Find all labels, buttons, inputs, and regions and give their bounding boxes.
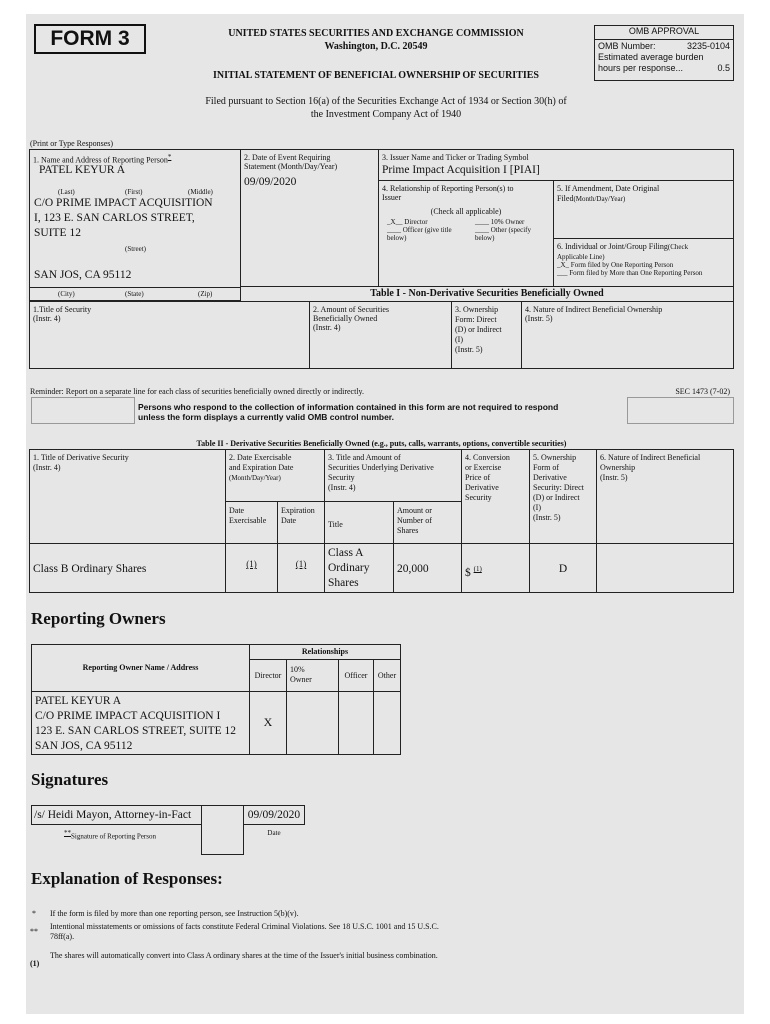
- table2-c3b-line1: Amount or: [397, 506, 432, 515]
- director-mark: X: [263, 715, 273, 729]
- table2-c3-line4: (Instr. 4): [328, 483, 356, 492]
- note2-line2: 78ff(a).: [50, 932, 75, 941]
- owners-col-director: Director: [254, 671, 282, 680]
- table2-c5-line2: Form of: [533, 463, 559, 472]
- table1-col2-line2: Beneficially Owned: [313, 314, 378, 323]
- table2-c5-line1: 5. Ownership: [533, 453, 577, 462]
- box1-label-mark: *: [167, 153, 172, 161]
- table2-c1-line1: 1. Title of Derivative Security: [33, 453, 129, 462]
- table1-col1-line1: 1.Title of Security: [33, 305, 92, 314]
- underlying-title-line2: Ordinary: [328, 562, 370, 574]
- table1-col2-line3: (Instr. 4): [313, 323, 341, 332]
- omb-number-label: OMB Number:: [598, 41, 656, 51]
- omb-burden-label: Estimated average burden: [598, 52, 704, 62]
- print-note: (Print or Type Responses): [30, 139, 114, 148]
- owner-officer-cell: [338, 691, 374, 755]
- box2-label-line1: 2. Date of Event Requiring: [244, 153, 331, 162]
- table2-c4-line4: Derivative: [465, 483, 499, 492]
- table2-c4-line1: 4. Conversion: [465, 453, 510, 462]
- ten-percent-checkbox: ____ 10% Owner: [475, 218, 525, 226]
- middle-label: (Middle): [188, 188, 213, 196]
- table2-title: Table II - Derivative Securities Beneficially Owned (e.g., puts, calls, warrants, options, convertible securities): [196, 439, 567, 448]
- box6-label: 6. Individual or Joint/Group Filing: [557, 242, 668, 251]
- box5-label2: Filed: [557, 194, 574, 203]
- city-state-zip: SAN JOS, CA 95112: [34, 269, 132, 281]
- table2-c2b-line2: Date: [281, 516, 297, 525]
- owner-address-cell: [31, 691, 250, 755]
- other-below: below): [475, 234, 495, 242]
- table2-c3b-line3: Shares: [397, 526, 419, 535]
- box5-label2-small: (Month/Day/Year): [573, 195, 626, 203]
- box3-label: 3. Issuer Name and Ticker or Trading Symbol: [382, 153, 529, 162]
- note3-mark: (1): [30, 959, 40, 968]
- address-line2: I, 123 E. SAN CARLOS STREET,: [34, 212, 195, 224]
- table2-c3a: Title: [328, 520, 343, 529]
- owners-other-header: [373, 659, 401, 692]
- signature-label-mark: **: [64, 829, 71, 837]
- other-checkbox: ____ Other (specify: [475, 226, 531, 234]
- issuer-name: Prime Impact Acquisition I [PIAI]: [382, 164, 540, 176]
- table2-c6-line2: Ownership: [600, 463, 636, 472]
- table1-col3-line2: Form: Direct: [455, 315, 497, 324]
- note2-mark: **: [30, 927, 38, 936]
- street-label: (Street): [125, 245, 146, 253]
- underlying-amount: 20,000: [397, 563, 429, 575]
- owners-ten-header: [286, 659, 339, 692]
- director-checkbox: _X__ Director: [387, 218, 428, 226]
- address-line3: SUITE 12: [34, 227, 81, 239]
- table1-col3-line4: (I): [455, 335, 463, 344]
- table2-col3a: [324, 501, 394, 544]
- agency-location: Washington, D.C. 20549: [324, 41, 428, 52]
- table2-row-price: [461, 543, 530, 593]
- table2-c5-line5: (D) or Indirect: [533, 493, 580, 502]
- table2-c5-line3: Derivative: [533, 473, 567, 482]
- box6-applicable: Applicable Line): [557, 253, 605, 261]
- owner-director-cell: [249, 691, 287, 755]
- filed-pursuant-line2: the Investment Company Act of 1940: [310, 109, 462, 120]
- table2-col3: [324, 449, 462, 502]
- table2-col2: [225, 449, 325, 502]
- owner-other-cell: [373, 691, 401, 755]
- zip-label: (Zip): [198, 290, 213, 298]
- table1-col3-line1: 3. Ownership: [455, 305, 499, 314]
- table2-c3-line1: 3. Title and Amount of: [328, 453, 401, 462]
- table2-c2-line3: (Month/Day/Year): [229, 474, 281, 482]
- officer-below: below): [387, 234, 407, 242]
- table2-c5-line6: (I): [533, 503, 541, 512]
- box2-label-line2: Statement (Month/Day/Year): [244, 162, 338, 171]
- derivative-title: Class B Ordinary Shares: [33, 563, 147, 575]
- table2-row-ownership: [529, 543, 597, 593]
- signature-label-text: Signature of Reporting Person: [71, 832, 156, 841]
- price-symbol: $: [465, 566, 471, 579]
- owners-col-ten-line2: Owner: [290, 675, 312, 684]
- form-title: INITIAL STATEMENT OF BENEFICIAL OWNERSHIP OF SECURITIES: [212, 70, 539, 81]
- box6-filing-type: [553, 238, 734, 287]
- note1-text: If the form is filed by more than one reporting person, see Instruction 5(b)(v).: [50, 909, 299, 918]
- omb-title: OMB APPROVAL: [595, 26, 733, 40]
- table2-c6-line3: (Instr. 5): [600, 473, 628, 482]
- table1-col4-line2: (Instr. 5): [525, 314, 553, 323]
- omb-hours-label: hours per response...: [598, 63, 684, 73]
- signature-name-cell: [31, 805, 202, 825]
- box5-label: 5. If Amendment, Date Original: [557, 184, 660, 193]
- table2-c4-line3: Price of: [465, 473, 491, 482]
- note2-line1: Intentional misstatements or omissions of facts constitute Federal Criminal Violations. See 18 U.S.C. 1001 and 15 U.S.C.: [50, 922, 439, 931]
- table2-c5-line7: (Instr. 5): [533, 513, 561, 522]
- table2-row-title: [29, 543, 226, 593]
- box3-issuer: [378, 149, 734, 181]
- reporting-owners-heading: Reporting Owners: [31, 609, 166, 628]
- box1-reporting-person: [29, 149, 241, 301]
- date-exercisable-note: (1): [246, 559, 257, 569]
- agency-name: UNITED STATES SECURITIES AND EXCHANGE COMMISSION: [228, 28, 524, 39]
- address-line1: C/O PRIME IMPACT ACQUISITION: [34, 197, 213, 209]
- owner-line1: PATEL KEYUR A: [35, 695, 122, 707]
- owner-ten-cell: [286, 691, 339, 755]
- table2-c5-line4: Security: Direct: [533, 483, 584, 492]
- table2-c3-line2: Securities Underlying Derivative: [328, 463, 434, 472]
- sec-number: SEC 1473 (7-02): [675, 387, 730, 396]
- price-note: (1): [473, 565, 482, 573]
- form-label: FORM 3: [34, 24, 146, 54]
- note3-text: The shares will automatically convert into Class A ordinary shares at the time of the Issuer's initial business combination.: [50, 951, 438, 960]
- omb-approval-box: [594, 25, 734, 81]
- table2-c4-line5: Security: [465, 493, 492, 502]
- box1-label: 1. Name and Address of Reporting Person: [33, 155, 168, 165]
- omb-number-value: 3235-0104: [686, 41, 730, 51]
- table1-col4-line1: 4. Nature of Indirect Beneficial Ownership: [525, 305, 663, 314]
- check-all-applicable: (Check all applicable): [430, 207, 502, 216]
- signature-date: 09/09/2020: [247, 809, 301, 821]
- last-label: (Last): [58, 188, 75, 196]
- omb-notice-line2: unless the form displays a currently valid OMB control number.: [138, 412, 395, 422]
- table2-c3b-line2: Number of: [397, 516, 432, 525]
- date-label: Date: [267, 829, 281, 837]
- box4-label-line1: 4. Relationship of Reporting Person(s) to: [382, 184, 514, 193]
- owners-relationships-header: [249, 644, 401, 660]
- notice-right-box: [627, 397, 734, 424]
- table2-c6-line1: 6. Nature of Indirect Beneficial: [600, 453, 701, 462]
- signature-spacer-cell: [201, 805, 244, 855]
- table1-col-amount: [309, 301, 452, 369]
- owners-officer-header: [338, 659, 374, 692]
- ownership-form: D: [558, 563, 568, 575]
- table2-c2a-line2: Exercisable: [229, 516, 267, 525]
- table2-c2-line1: 2. Date Exercisable: [229, 453, 292, 462]
- box6-label-small: (Check: [667, 243, 689, 251]
- owner-line2: C/O PRIME IMPACT ACQUISITION I: [35, 710, 221, 722]
- owners-col-officer: Officer: [344, 671, 368, 680]
- signature-name: /s/ Heidi Mayon, Attorney-in-Fact: [34, 809, 192, 821]
- form-page: [26, 14, 744, 1014]
- table2-c3-line3: Security: [328, 473, 355, 482]
- event-date: 09/09/2020: [244, 176, 297, 188]
- owners-col-name: Reporting Owner Name / Address: [82, 663, 199, 672]
- table2-col2a: [225, 501, 278, 544]
- owners-name-header: [31, 644, 250, 692]
- owners-relationships: Relationships: [301, 647, 349, 656]
- table2-c2b-line1: Expiration: [281, 506, 315, 515]
- table2-c1-line2: (Instr. 4): [33, 463, 61, 472]
- owners-col-ten-line1: 10%: [290, 665, 305, 674]
- signature-date-cell: [243, 805, 305, 825]
- signature-label: [64, 829, 156, 840]
- table2-col5: [529, 449, 597, 544]
- table2-row-underlying: [324, 543, 394, 593]
- table2-c4-line2: or Exercise: [465, 463, 502, 472]
- filed-pursuant-line1: Filed pursuant to Section 16(a) of the Securities Exchange Act of 1934 or Section 30(h) of: [205, 96, 567, 107]
- table1-col-title: [29, 301, 310, 369]
- owner-line4: SAN JOS, CA 95112: [35, 740, 133, 752]
- underlying-title-line1: Class A: [328, 547, 364, 559]
- reminder-text: Reminder: Report on a separate line for each class of securities beneficially owned directly or indirectly.: [30, 387, 365, 396]
- box4-label-line2: Issuer: [382, 193, 402, 202]
- table2-col4: [461, 449, 530, 544]
- city-label: (City): [58, 290, 75, 298]
- table1-col1-line2: (Instr. 4): [33, 314, 61, 323]
- table2-col6: [596, 449, 734, 544]
- omb-notice-line1: Persons who respond to the collection of information contained in this form are not required to respond: [138, 402, 559, 412]
- table2-row-nature: [596, 543, 734, 593]
- reporting-person-name: PATEL KEYUR A: [39, 164, 126, 176]
- notice-left-box: [31, 397, 135, 424]
- owners-col-other: Other: [377, 671, 397, 680]
- table2-c2-line2: and Expiration Date: [229, 463, 294, 472]
- owner-line3: 123 E. SAN CARLOS STREET, SUITE 12: [35, 725, 237, 737]
- table1-col3-line5: (Instr. 5): [455, 345, 483, 354]
- box2-event-date: [240, 149, 379, 287]
- box5-amendment: [553, 180, 734, 239]
- table1-col3-line3: (D) or Indirect: [455, 325, 502, 334]
- box6-option-one: _X_ Form filed by One Reporting Person: [557, 261, 674, 269]
- state-label: (State): [125, 290, 144, 298]
- table1-col2-line1: 2. Amount of Securities: [313, 305, 389, 314]
- table2-col1: [29, 449, 226, 544]
- underlying-title-line3: Shares: [328, 577, 359, 589]
- table1-col-nature: [521, 301, 734, 369]
- signatures-heading: Signatures: [31, 770, 109, 789]
- table2-row-date-ex: [225, 543, 278, 593]
- table2-col2b: [277, 501, 325, 544]
- box6-option-more: ___ Form filed by More than One Reporting Person: [557, 269, 703, 277]
- box4-relationship: [378, 180, 554, 287]
- table2-row-amount: [393, 543, 462, 593]
- expiration-note: (1): [295, 559, 307, 569]
- omb-hours-value: 0.5: [717, 63, 730, 73]
- table2-c2a-line1: Date: [229, 506, 245, 515]
- first-label: (First): [125, 188, 143, 196]
- table1-title: Table I - Non-Derivative Securities Beneficially Owned: [240, 286, 734, 302]
- table2-col3b: [393, 501, 462, 544]
- explanation-heading: Explanation of Responses:: [31, 869, 223, 888]
- owners-director-header: [249, 659, 287, 692]
- note1-mark: *: [32, 909, 36, 918]
- table2-row-expiration: [277, 543, 325, 593]
- table1-col-ownership: [451, 301, 522, 369]
- officer-checkbox: ____ Officer (give title: [387, 226, 452, 234]
